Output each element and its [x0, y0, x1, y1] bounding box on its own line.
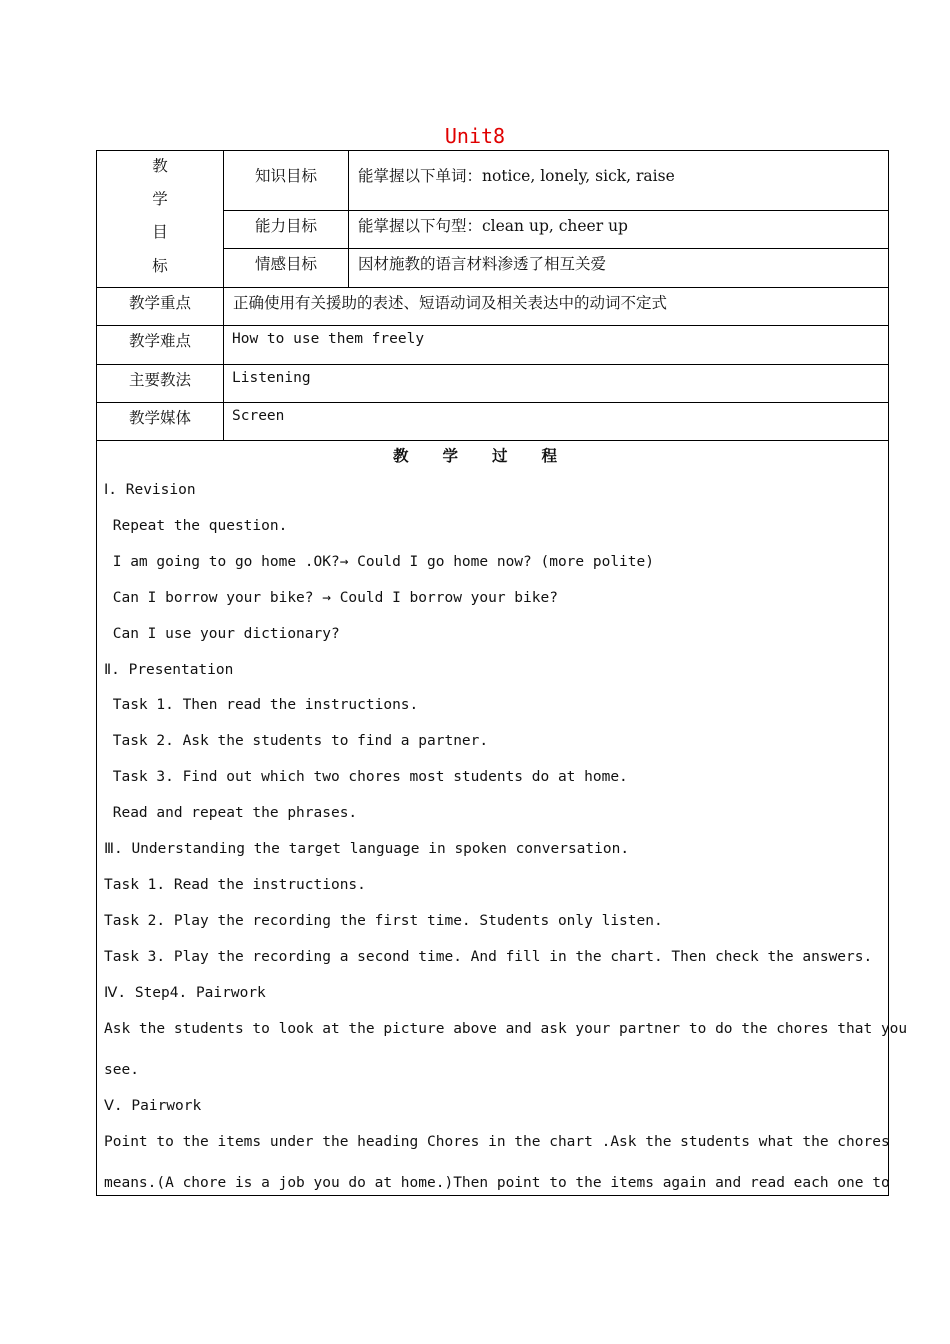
table-divider — [96, 402, 889, 403]
process-line: Ⅱ. Presentation — [104, 662, 234, 678]
objectives-side-label: 标 — [152, 257, 168, 275]
objective-content — [358, 164, 675, 186]
process-line: Read and repeat the phrases. — [104, 805, 358, 821]
process-line: Task 3. Find out which two chores most students do at home. — [104, 769, 628, 785]
process-line: see. — [104, 1062, 139, 1078]
table-divider — [96, 325, 889, 326]
table-divider — [223, 210, 889, 211]
document-title: Unit8 — [444, 124, 506, 148]
process-line: Can I use your dictionary? — [104, 626, 340, 642]
table-divider — [96, 364, 889, 365]
process-line: Repeat the question. — [104, 518, 288, 534]
process-line: Ⅳ. Step4. Pairwork — [104, 985, 266, 1001]
objectives-side-label: 教 — [152, 157, 168, 175]
process-line: Task 3. Play the recording a second time. And fill in the chart. Then check the answers. — [104, 949, 873, 965]
info-label: 教学重点 — [128, 294, 191, 312]
process-line: Point to the items under the heading Chores in the chart .Ask the students what the chores — [104, 1134, 890, 1150]
info-content: Screen — [232, 408, 285, 424]
process-line: I am going to go home .OK?→ Could I go home now? (more polite) — [104, 554, 654, 570]
info-label: 主要教法 — [128, 371, 191, 389]
process-line: Can I borrow your bike? → Could I borrow your bike? — [104, 590, 558, 606]
objective-label: 情感目标 — [254, 255, 317, 273]
table-divider — [96, 287, 889, 288]
info-label: 教学难点 — [128, 332, 191, 350]
table-divider — [96, 440, 889, 441]
process-line: Ⅰ. Revision — [104, 482, 196, 498]
process-line: Task 1. Read the instructions. — [104, 877, 366, 893]
objectives-side-label: 目 — [152, 223, 168, 241]
table-divider — [223, 248, 889, 249]
process-line: Task 2. Ask the students to find a partner. — [104, 733, 489, 749]
info-content: How to use them freely — [232, 331, 425, 347]
process-line: Ask the students to look at the picture above and ask your partner to do the chores that you — [104, 1021, 908, 1037]
process-line: Ⅲ. Understanding the target language in spoken conversation. — [104, 841, 630, 857]
objectives-side-label: 学 — [152, 190, 168, 208]
process-line: Task 1. Then read the instructions. — [104, 697, 419, 713]
objective-text: 能掌握以下单词：notice, lonely, sick, raise — [358, 167, 675, 185]
objective-content — [358, 214, 628, 236]
objective-label: 知识目标 — [254, 167, 317, 185]
info-content: Listening — [232, 370, 311, 386]
process-line: means.(A chore is a job you do at home.)Then point to the items again and read each one to — [104, 1175, 890, 1191]
objective-text: 能掌握以下句型：clean up, cheer up — [358, 217, 628, 235]
table-divider — [348, 150, 349, 287]
process-line: Task 2. Play the recording the first time. Students only listen. — [104, 913, 663, 929]
process-line: Ⅴ. Pairwork — [104, 1098, 202, 1114]
info-label: 教学媒体 — [128, 409, 191, 427]
objective-content: 因材施教的语言材料渗透了相互关爱 — [358, 255, 607, 273]
info-content: 正确使用有关援助的表述、短语动词及相关表达中的动词不定式 — [233, 294, 668, 312]
process-heading: 教学过程 — [392, 446, 591, 465]
objective-label: 能力目标 — [254, 217, 317, 235]
